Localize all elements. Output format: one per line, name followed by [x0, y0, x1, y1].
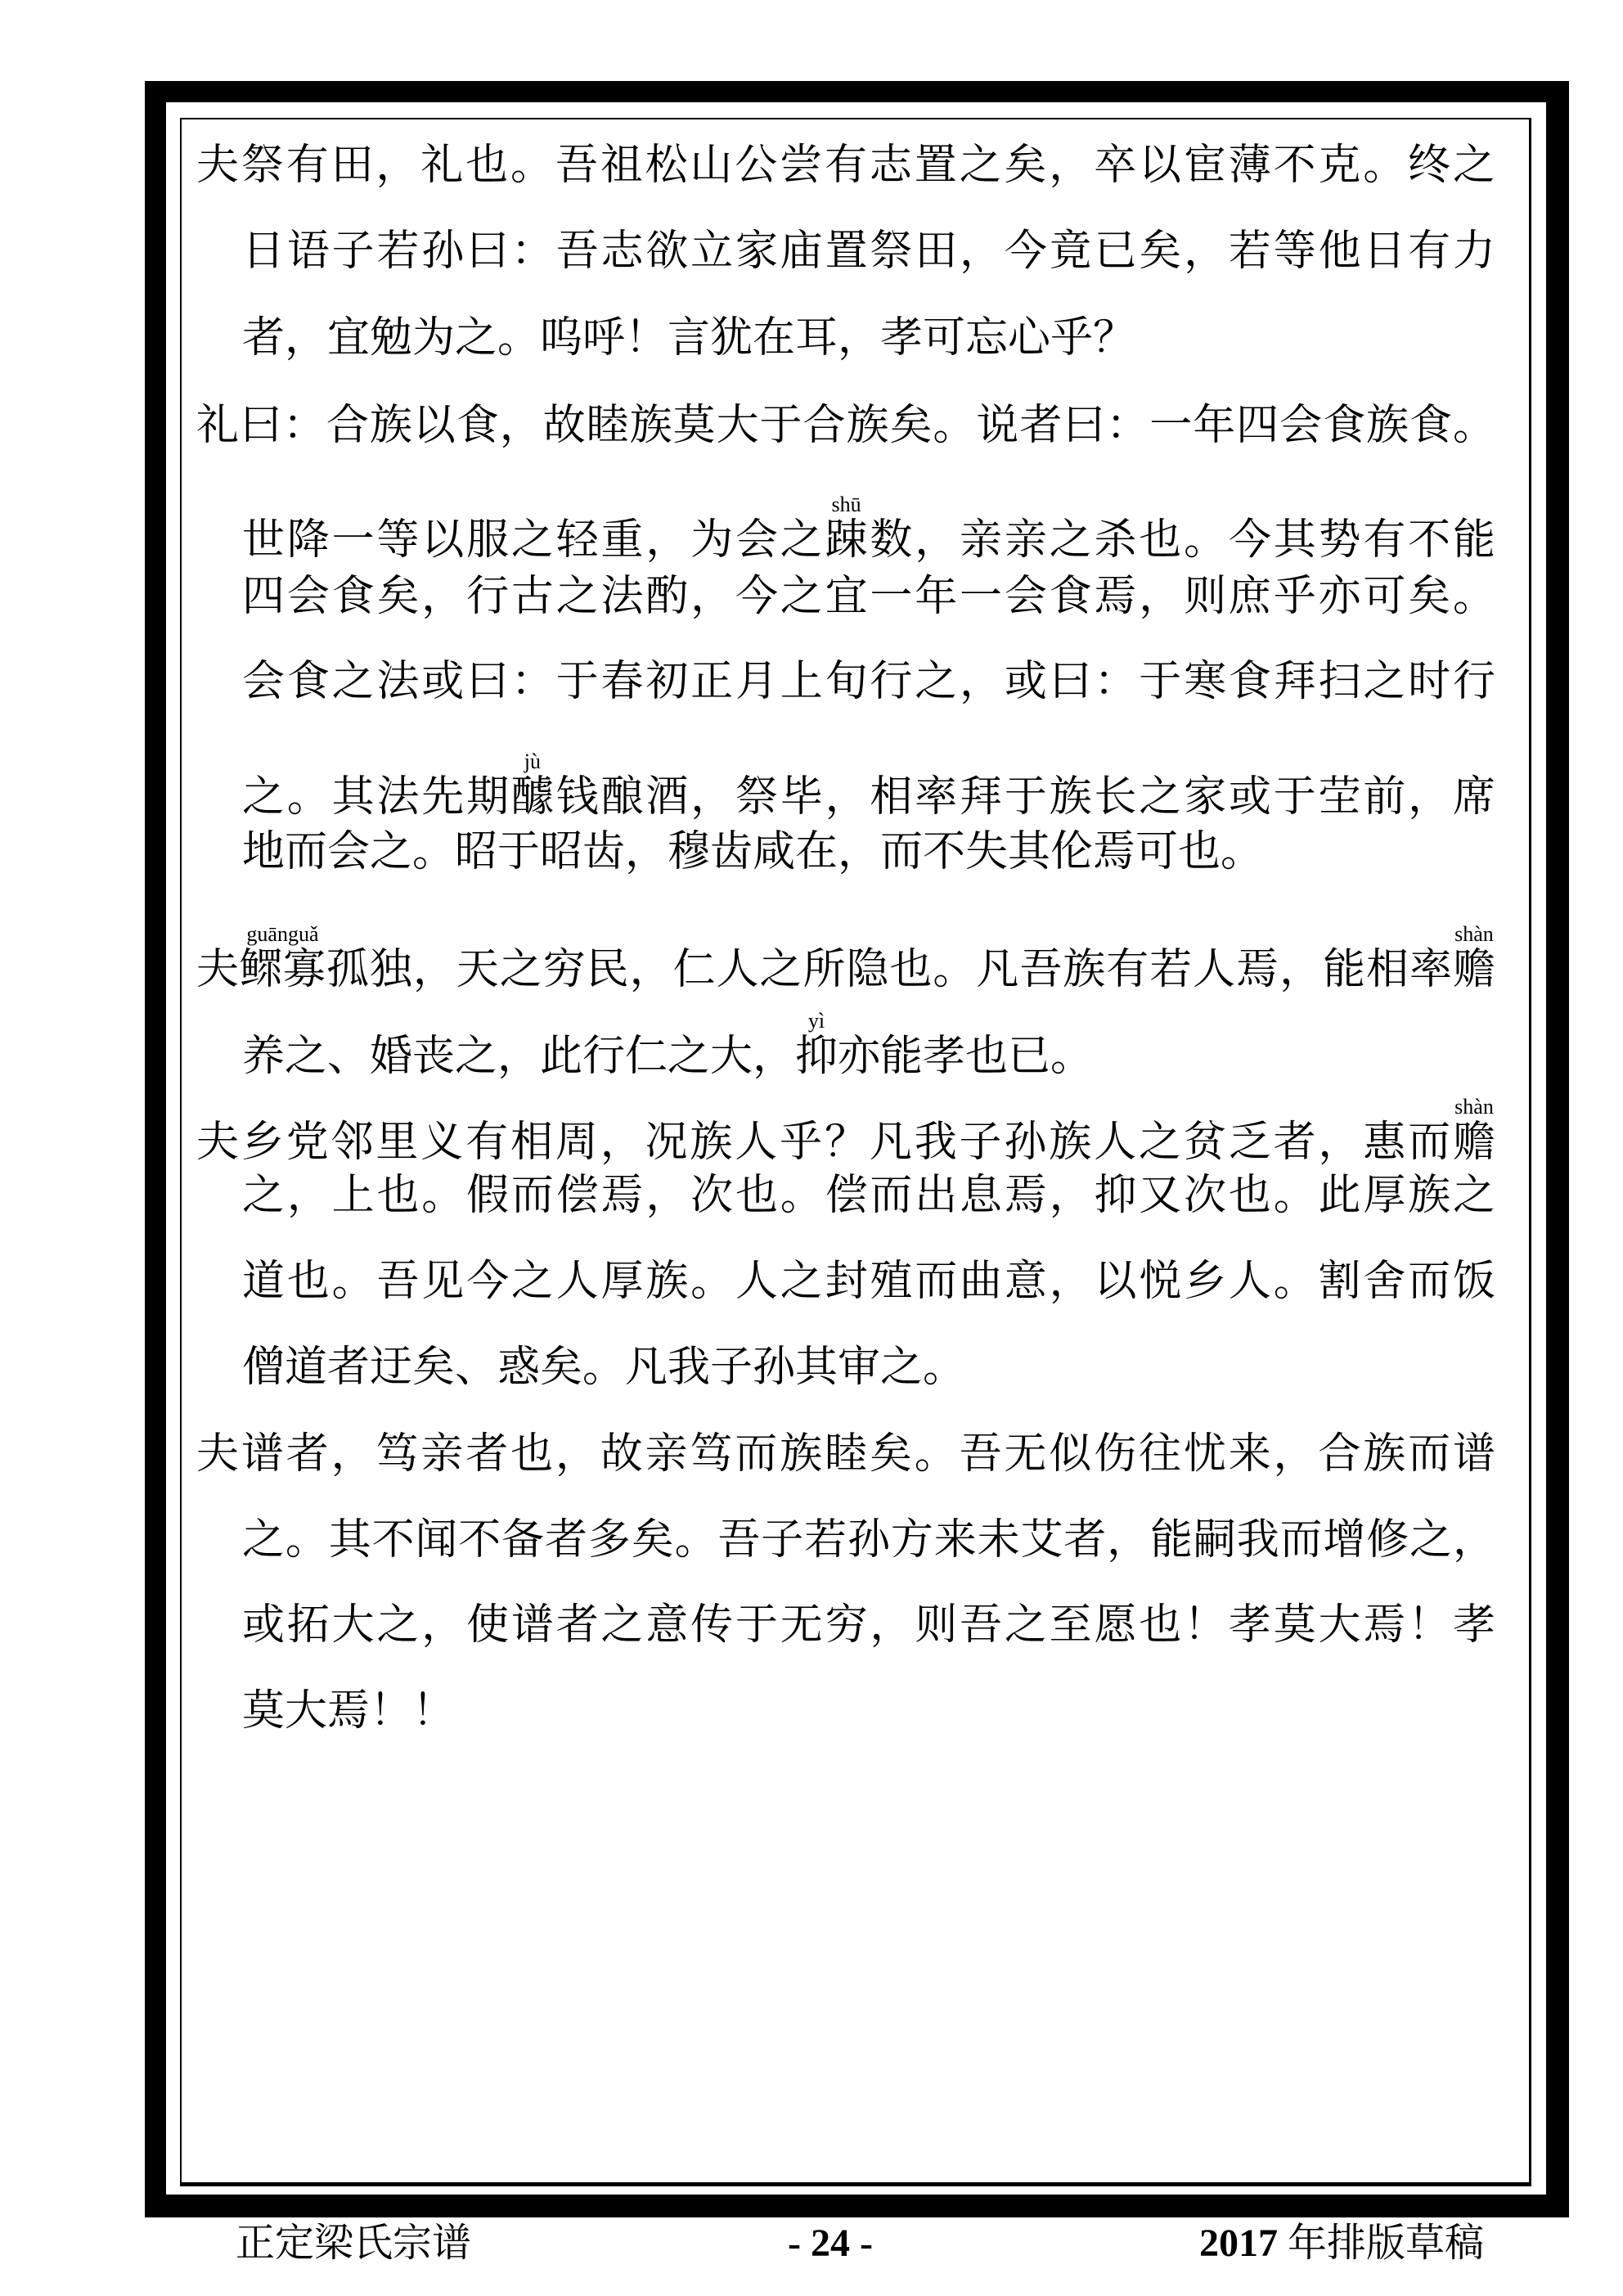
text-line	[196, 141, 1495, 190]
text-line	[242, 1686, 1495, 1736]
text-line	[242, 1257, 1495, 1306]
footer-draft-label: 年排版草稿	[1277, 2222, 1484, 2265]
text-segment: 养之、婚丧之，此行仁之大，	[242, 1032, 796, 1081]
pinyin-annotation: shàn	[1452, 922, 1495, 946]
text-line	[242, 1515, 1495, 1564]
text-line	[242, 227, 1495, 276]
text-line	[242, 572, 1495, 621]
text-segment: 孤独，天之穷民，仁人之所隐也。凡吾族有若人焉，能相率	[326, 945, 1453, 994]
text-segment: 数，亲亲之杀也。今其势有不能	[870, 515, 1495, 565]
text-line	[196, 922, 1495, 994]
text-segment: 之。其法先期	[242, 772, 511, 822]
annotated-character	[825, 493, 870, 565]
text-segment: 夫祭有田，礼也。吾祖松山公尝有志置之矣，卒以宦薄不克。终之	[196, 141, 1495, 190]
pinyin-annotation: jù	[510, 750, 554, 773]
text-segment: 或拓大之，使谱者之意传于无穷，则吾之至愿也！孝莫大焉！孝	[242, 1600, 1495, 1650]
footer-page-number: - 24 -	[788, 2222, 873, 2265]
annotated-character	[1452, 922, 1495, 994]
footer-year: 2017	[1198, 2222, 1278, 2265]
text-segment: 之。其不闻不备者多矣。吾子若孙方来未艾者，能嗣我而增修之，	[242, 1515, 1495, 1564]
text-line	[242, 493, 1495, 565]
pinyin-annotation: shū	[825, 493, 868, 516]
text-segment: 亦能孝也已。	[838, 1032, 1094, 1081]
text-line	[242, 313, 1495, 362]
text-segment: 道也。吾见今之人厚族。人之封殖而曲意，以悦乡人。割舍而饭	[242, 1257, 1495, 1306]
pinyin-annotation: shàn	[1452, 1095, 1495, 1119]
text-segment: 夫	[196, 945, 240, 994]
text-segment: 礼曰：合族以食，故睦族莫大于合族矣。说者曰：一年四会食族食。	[196, 401, 1495, 450]
text-line	[242, 657, 1495, 706]
footer-book-title: 正定梁氏宗谱	[236, 2222, 472, 2265]
annotated-character	[795, 1009, 838, 1081]
text-line	[242, 827, 1495, 876]
text-segment: 之，上也。假而偿焉，次也。偿而出息焉，抑又次也。此厚族之	[242, 1171, 1495, 1220]
pinyin-annotation: guānguǎ	[239, 922, 326, 946]
text-segment: 世降一等以服之轻重，为会之	[242, 515, 825, 565]
text-segment: 夫乡党邻里义有相周，况族人乎？凡我子孙族人之贫乏者，惠而	[196, 1118, 1453, 1167]
annotated-character	[1452, 1095, 1495, 1167]
text-line	[242, 1600, 1495, 1650]
annotated-base: 赡	[1452, 1118, 1495, 1167]
text-segment: 莫大焉！！	[242, 1686, 456, 1736]
annotated-character	[510, 750, 556, 822]
text-line	[242, 1343, 1495, 1392]
text-segment: 夫谱者，笃亲者也，故亲笃而族睦矣。吾无似伤往忧来，合族而谱	[196, 1429, 1495, 1479]
annotated-base: 赡	[1452, 945, 1495, 994]
text-segment: 会食之法或曰：于春初正月上旬行之，或曰：于寒食拜扫之时行	[242, 657, 1495, 706]
text-segment: 者，宜勉为之。呜呼！言犹在耳，孝可忘心乎？	[242, 313, 1136, 362]
annotated-base: 踈	[825, 515, 870, 565]
text-line	[196, 1095, 1495, 1167]
text-line	[242, 1171, 1495, 1220]
annotated-base: 醵	[510, 772, 556, 822]
text-segment: 日语子若孙曰：吾志欲立家庙置祭田，今竟已矣，若等他日有力	[242, 227, 1495, 276]
annotated-base: 抑	[795, 1032, 838, 1081]
footer-draft-note	[1199, 2219, 1484, 2268]
text-line	[196, 1429, 1495, 1479]
text-segment: 地而会之。昭于昭齿，穆齿咸在，而不失其伦焉可也。	[242, 827, 1264, 876]
text-segment: 四会食矣，行古之法酌，今之宜一年一会食焉，则庶乎亦可矣。	[242, 572, 1495, 621]
annotated-base: 鳏寡	[239, 945, 326, 994]
text-line	[242, 750, 1495, 822]
text-line	[242, 1009, 1495, 1081]
annotated-character	[239, 922, 326, 994]
text-segment: 钱酿酒，祭毕，相率拜于族长之家或于茔前，席	[555, 772, 1495, 822]
text-segment: 僧道者迂矣、惑矣。凡我子孙其审之。	[242, 1343, 966, 1392]
pinyin-annotation: yì	[795, 1009, 838, 1033]
text-line	[196, 401, 1495, 450]
